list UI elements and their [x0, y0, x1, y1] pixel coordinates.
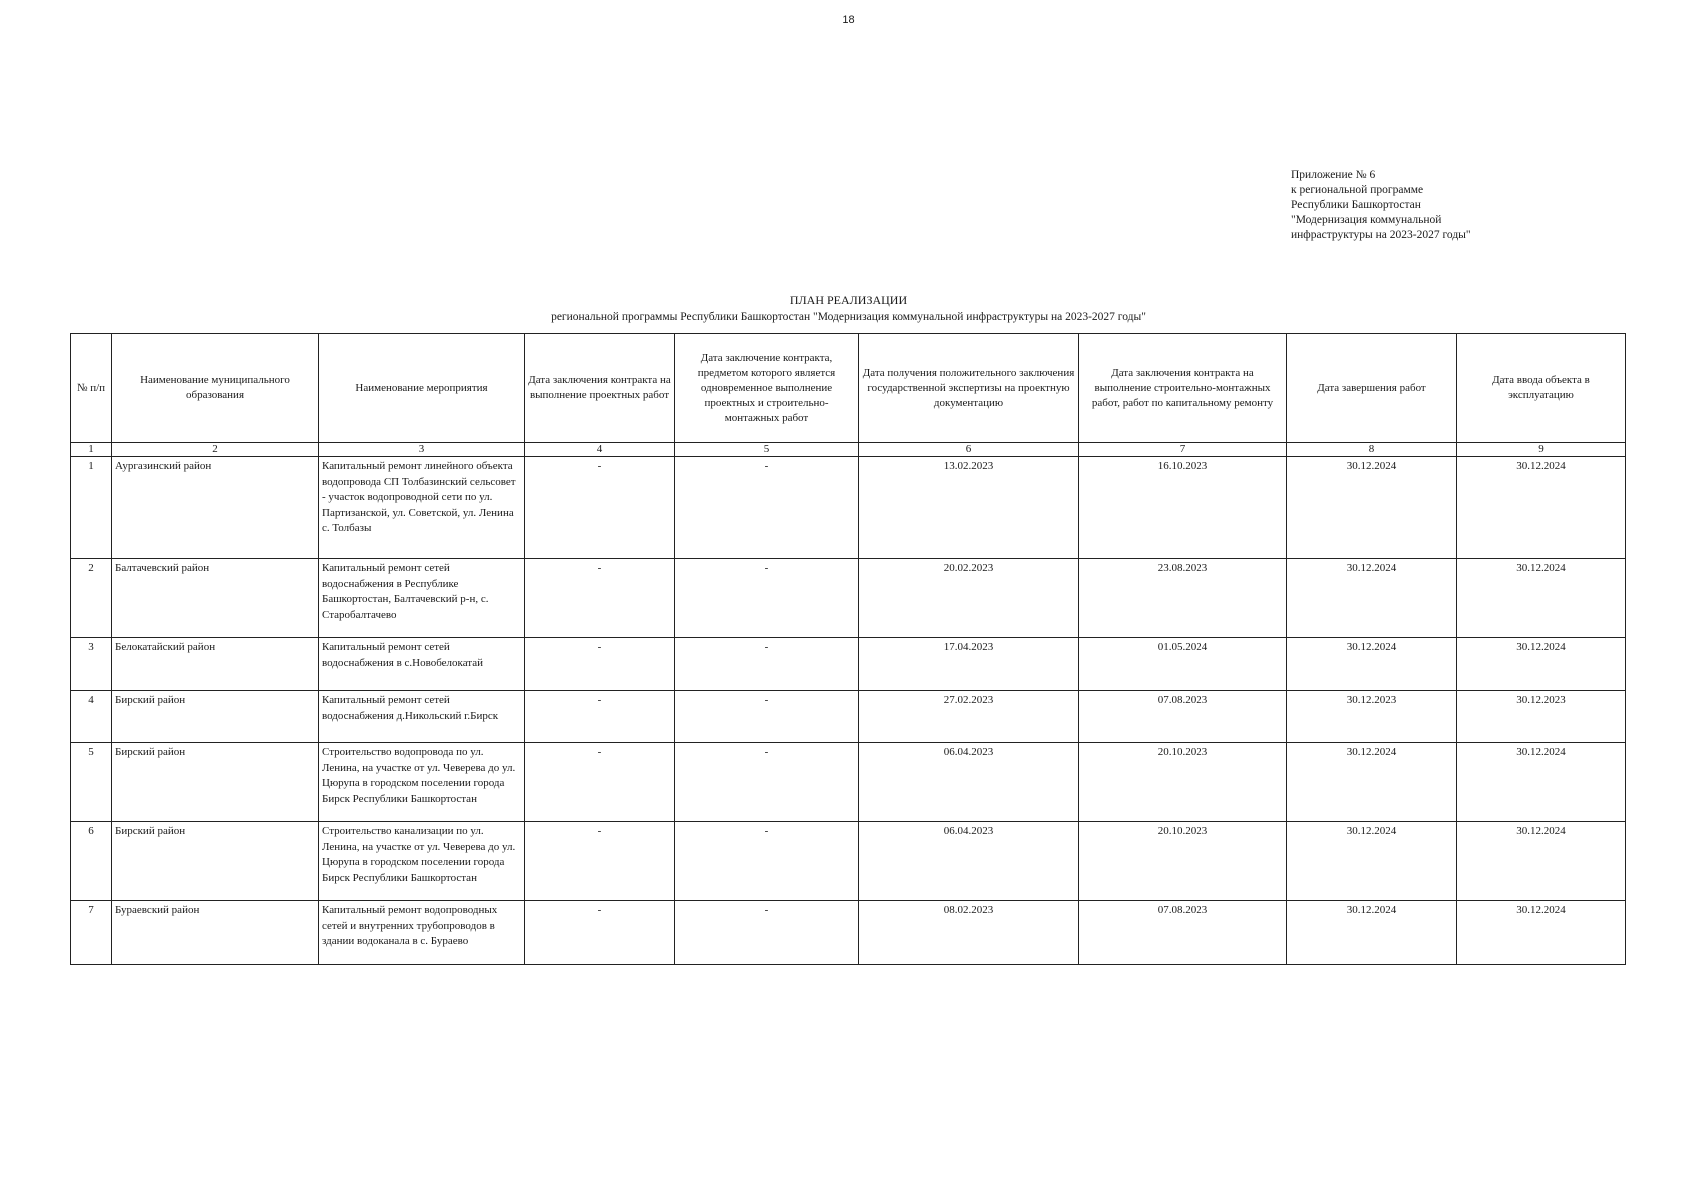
expertise-date-cell: 17.04.2023 [859, 638, 1079, 691]
construction-contract-date-cell: 20.10.2023 [1079, 743, 1287, 822]
construction-contract-date-cell: 07.08.2023 [1079, 691, 1287, 743]
expertise-date-cell: 27.02.2023 [859, 691, 1079, 743]
construction-contract-date-cell: 20.10.2023 [1079, 822, 1287, 901]
table-row [71, 743, 1626, 822]
expertise-date-cell: 08.02.2023 [859, 901, 1079, 965]
expertise-date-cell: 06.04.2023 [859, 743, 1079, 822]
construction-contract-date-cell: 16.10.2023 [1079, 457, 1287, 559]
design-contract-cell: - [525, 691, 675, 743]
expertise-date-cell: 13.02.2023 [859, 457, 1079, 559]
column-number: 5 [675, 443, 859, 457]
row-number: 1 [71, 457, 112, 559]
event-cell: Капитальный ремонт сетей водоснабжения в с.Новобелокатай [319, 638, 525, 691]
column-number: 3 [319, 443, 525, 457]
appendix-line: Приложение № 6 [1291, 169, 1376, 181]
appendix-line: к региональной программе [1291, 184, 1424, 196]
design-contract-cell: - [525, 638, 675, 691]
completion-date-cell: 30.12.2023 [1287, 691, 1457, 743]
page-number: 18 [842, 14, 855, 26]
table-row [71, 822, 1626, 901]
row-number: 6 [71, 822, 112, 901]
combined-contract-cell: - [675, 901, 859, 965]
municipality-cell: Бирский район [112, 822, 319, 901]
event-cell: Строительство водопровода по ул. Ленина, на участке от ул. Чеверева до ул. Цюрупа в городском поселении города Бирск Республики Башкортостан [319, 743, 525, 822]
column-number: 9 [1457, 443, 1626, 457]
construction-contract-date-cell: 07.08.2023 [1079, 901, 1287, 965]
header-cell-number: № п/п [71, 334, 112, 443]
header-cell-design-contract: Дата заключения контракта на выполнение проектных работ [525, 334, 675, 443]
header-cell-event: Наименование мероприятия [319, 334, 525, 443]
design-contract-cell: - [525, 901, 675, 965]
table-row [71, 638, 1626, 691]
table-row [71, 901, 1626, 965]
event-cell: Капитальный ремонт сетей водоснабжения д.Никольский г.Бирск [319, 691, 525, 743]
table-row [71, 691, 1626, 743]
event-cell: Капитальный ремонт линейного объекта водопровода СП Толбазинский сельсовет - участок водопроводной сети по ул. Партизанской, ул. Советской, ул. Ленина с. Толбазы [319, 457, 525, 559]
row-number: 3 [71, 638, 112, 691]
row-number: 5 [71, 743, 112, 822]
combined-contract-cell: - [675, 743, 859, 822]
municipality-cell: Аургазинский район [112, 457, 319, 559]
construction-contract-date-cell: 23.08.2023 [1079, 559, 1287, 638]
completion-date-cell: 30.12.2024 [1287, 638, 1457, 691]
design-contract-cell: - [525, 559, 675, 638]
row-number: 7 [71, 901, 112, 965]
expertise-date-cell: 20.02.2023 [859, 559, 1079, 638]
plan-title: ПЛАН РЕАЛИЗАЦИИ [789, 293, 908, 307]
header-cell-expertise: Дата получения положительного заключения государственной экспертизы на проектную документацию [859, 334, 1079, 443]
municipality-cell: Бирский район [112, 691, 319, 743]
construction-contract-date-cell: 01.05.2024 [1079, 638, 1287, 691]
commissioning-date-cell: 30.12.2024 [1457, 822, 1626, 901]
municipality-cell: Белокатайский район [112, 638, 319, 691]
commissioning-date-cell: 30.12.2024 [1457, 743, 1626, 822]
combined-contract-cell: - [675, 822, 859, 901]
column-number-row [71, 443, 1626, 457]
municipality-cell: Балтачевский район [112, 559, 319, 638]
commissioning-date-cell: 30.12.2023 [1457, 691, 1626, 743]
combined-contract-cell: - [675, 691, 859, 743]
table-row [71, 559, 1626, 638]
completion-date-cell: 30.12.2024 [1287, 457, 1457, 559]
combined-contract-cell: - [675, 559, 859, 638]
completion-date-cell: 30.12.2024 [1287, 743, 1457, 822]
event-cell: Капитальный ремонт водопроводных сетей и внутренних трубопроводов в здании водоканала в с. Бураево [319, 901, 525, 965]
row-number: 4 [71, 691, 112, 743]
expertise-date-cell: 06.04.2023 [859, 822, 1079, 901]
implementation-plan-table [70, 333, 1626, 965]
commissioning-date-cell: 30.12.2024 [1457, 457, 1626, 559]
commissioning-date-cell: 30.12.2024 [1457, 901, 1626, 965]
column-number: 7 [1079, 443, 1287, 457]
design-contract-cell: - [525, 743, 675, 822]
completion-date-cell: 30.12.2024 [1287, 559, 1457, 638]
header-cell-combined-contract: Дата заключение контракта, предметом которого является одновременное выполнение проектных и строительно-монтажных работ [675, 334, 859, 443]
completion-date-cell: 30.12.2024 [1287, 822, 1457, 901]
event-cell: Строительство канализации по ул. Ленина, на участке от ул. Чеверева до ул. Цюрупа в городском поселении города Бирск Республики Башкортостан [319, 822, 525, 901]
column-number: 8 [1287, 443, 1457, 457]
column-number: 2 [112, 443, 319, 457]
appendix-line: инфраструктуры на 2023-2027 годы" [1291, 229, 1471, 241]
plan-subtitle: региональной программы Республики Башкортостан "Модернизация коммунальной инфраструктуры на 2023-2027 годы" [551, 311, 1146, 323]
design-contract-cell: - [525, 822, 675, 901]
header-cell-commissioning: Дата ввода объекта в эксплуатацию [1457, 334, 1626, 443]
appendix-note [1291, 168, 1471, 243]
combined-contract-cell: - [675, 638, 859, 691]
completion-date-cell: 30.12.2024 [1287, 901, 1457, 965]
table-row [71, 457, 1626, 559]
commissioning-date-cell: 30.12.2024 [1457, 638, 1626, 691]
column-number: 6 [859, 443, 1079, 457]
commissioning-date-cell: 30.12.2024 [1457, 559, 1626, 638]
header-cell-municipality: Наименование муниципального образования [112, 334, 319, 443]
design-contract-cell: - [525, 457, 675, 559]
row-number: 2 [71, 559, 112, 638]
header-cell-construction-contract: Дата заключения контракта на выполнение строительно-монтажных работ, работ по капитальному ремонту [1079, 334, 1287, 443]
column-number: 1 [71, 443, 112, 457]
event-cell: Капитальный ремонт сетей водоснабжения в Республике Башкортостан, Балтачевский р-н, с. Старобалтачево [319, 559, 525, 638]
combined-contract-cell: - [675, 457, 859, 559]
appendix-line: "Модернизация коммунальной [1291, 214, 1442, 226]
appendix-line: Республики Башкортостан [1291, 199, 1421, 211]
header-cell-completion: Дата завершения работ [1287, 334, 1457, 443]
municipality-cell: Бураевский район [112, 901, 319, 965]
header-row [71, 334, 1626, 443]
column-number: 4 [525, 443, 675, 457]
municipality-cell: Бирский район [112, 743, 319, 822]
